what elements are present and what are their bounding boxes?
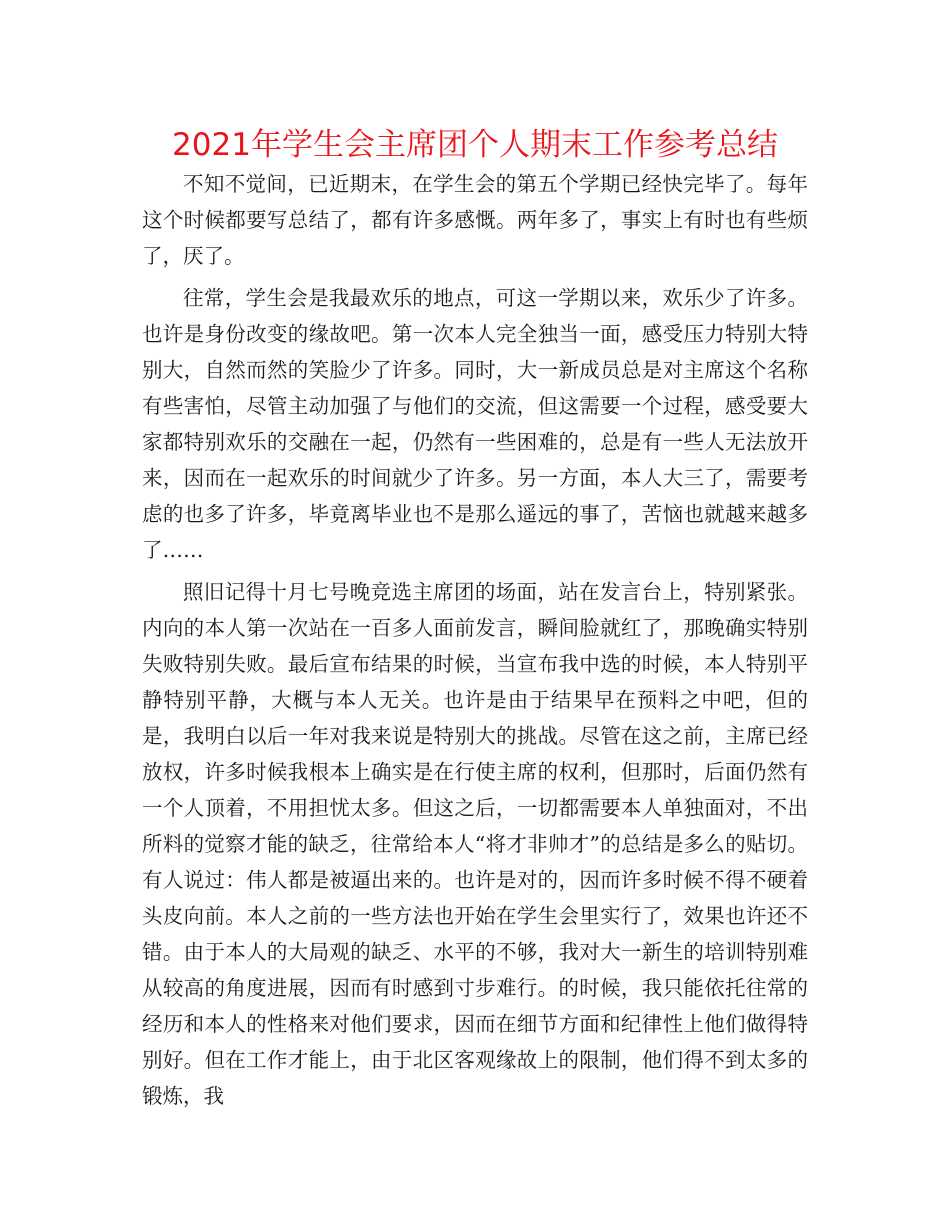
paragraph-2: 往常，学生会是我最欢乐的地点，可这一学期以来，欢乐少了许多。也许是身份改变的缘故吧。第一次本人完全独当一面，感受压力特别大特别大，自然而然的笑脸少了许多。同时，大一新成员总是对主席这个名称有些害怕，尽管主动加强了与他们的交流，但这需要一个过程，感受要大家都特别欢乐的交融在一起，仍然有一些困难的，总是有一些人无法放开来，因而在一起欢乐的时间就少了许多。另一方面，本人大三了，需要考虑的也多了许多，毕竟离毕业也不是那么遥远的事了，苦恼也就越来越多了…… (142, 286, 808, 562)
document-body (142, 166, 808, 1120)
document-title: 2021年学生会主席团个人期末工作参考总结 (172, 127, 778, 163)
paragraph-1: 不知不觉间，已近期末，在学生会的第五个学期已经快完毕了。每年这个时候都要写总结了，都有许多感慨。两年多了，事实上有时也有些烦了，厌了。 (142, 172, 808, 268)
paragraph-3: 照旧记得十月七号晚竞选主席团的场面，站在发言台上，特别紧张。内向的本人第一次站在一百多人面前发言，瞬间脸就红了，那晚确实特别失败特别失败。最后宣布结果的时候，当宣布我中选的时候，本人特别平静特别平静，大概与本人无关。也许是由于结果早在预料之中吧，但的是，我明白以后一年对我来说是特别大的挑战。尽管在这之前，主席已经放权，许多时候我根本上确实是在行使主席的权利，但那时，后面仍然有一个人顶着，不用担忧太多。但这之后，一切都需要本人单独面对，不出所料的觉察才能的缺乏，往常给本人“将才非帅才”的总结是多么的贴切。有人说过：伟人都是被逼出来的。也许是对的，因而许多时候不得不硬着头皮向前。本人之前的一些方法也开始在学生会里实行了，效果也许还不错。由于本人的大局观的缺乏、水平的不够，我对大一新生的培训特别难从较高的角度进展，因而有时感到寸步难行。的时候，我只能依托往常的经历和本人的性格来对他们要求，因而在细节方面和纪律性上他们做得特别好。但在工作才能上，由于北区客观缘故上的限制，他们得不到太多的锻炼，我 (142, 580, 808, 1108)
